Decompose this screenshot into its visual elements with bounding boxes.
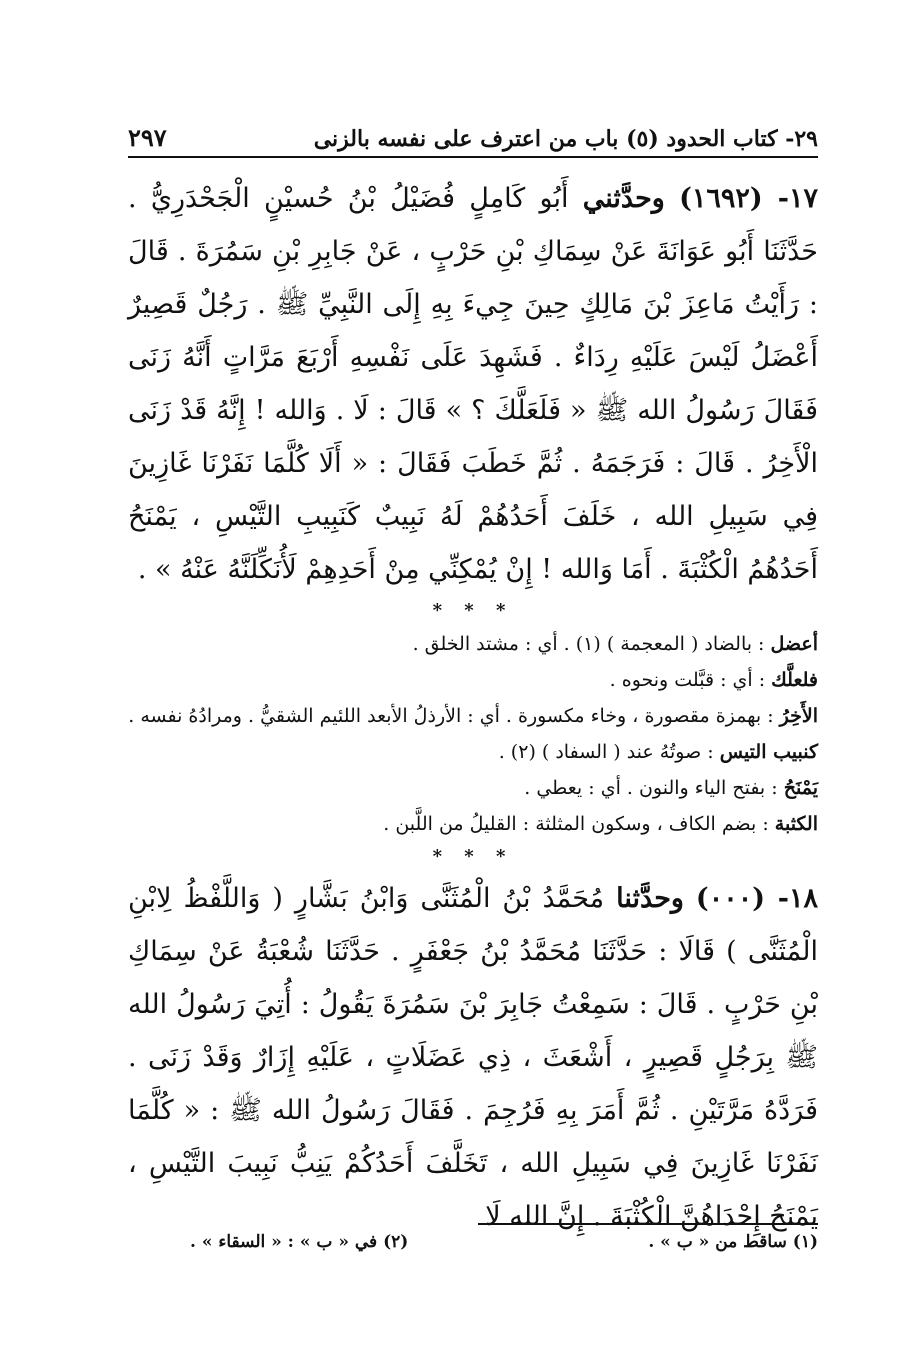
footnote-divider	[478, 1223, 818, 1225]
footnote-2: (٢) في « ب » : « السقاء » .	[190, 1232, 409, 1252]
hadith-text: مُحَمَّدُ بْنُ الْمُثَنَّى وَابْنُ بَشَّارٍ ( وَاللَّفْظُ لِابْنِ الْمُثَنَّى ) قَالَا : حَدَّثَنَا مُحَمَّدُ بْنُ جَعْفَرٍ . حَدَّثَنَا شُعْبَةُ عَنْ سِمَاكِ بْنِ حَرْبٍ . قَالَ : سَمِعْتُ جَابِرَ بْنَ سَمُرَةَ يَقُولُ : أُتِيَ رَسُولُ الله ﷺ بِرَجُلٍ قَصِيرٍ ، أَشْعَثَ ، ذِي عَضَلَاتٍ ، عَلَيْهِ إِزَارٌ وَقَدْ زَنَى . فَرَدَّهُ مَرَّتَيْنِ . ثُمَّ أَمَرَ بِهِ فَرُجِمَ . فَقَالَ رَسُولُ الله ﷺ : « كُلَّمَا نَفَرْنَا غَازِينَ فِي سَبِيلِ الله ، تَخَلَّفَ أَحَدُكُمْ يَنِبُّ نَبِيبَ التَّيْسِ ، يَمْنَحُ إِحْدَاهُنَّ الْكُثْبَةَ . إِنَّ الله لَا	[128, 883, 818, 1232]
gloss-term: الأَخِرُ	[779, 705, 818, 727]
page-number: ٢٩٧	[128, 123, 167, 152]
gloss-item	[128, 626, 818, 662]
gloss-term: أعضل	[770, 633, 818, 655]
gloss-text: : بضم الكاف ، وسكون المثلثة : القليلُ من اللَّبن .	[383, 813, 769, 835]
footnote-1: (١) ساقط من « ب » .	[648, 1232, 818, 1252]
gloss-text: : بهمزة مقصورة ، وخاء مكسورة . أي : الأرذلُ الأبعد اللئيم الشقيُّ . ومرادُهُ نفسه .	[128, 705, 774, 727]
gloss-text: : صوتُهُ عند ( السفاد ) (٢) .	[498, 741, 714, 763]
hadith-opening: وحدَّثنا	[616, 883, 684, 914]
gloss-text: : بالضاد ( المعجمة ) (١) . أي : مشتد الخلق .	[412, 633, 765, 655]
running-title: ٢٩- كتاب الحدود (٥) باب من اعترف على نفسه بالزنى	[313, 126, 818, 152]
gloss-item	[128, 662, 818, 698]
hadith-text: أَبُو كَامِلٍ فُضَيْلُ بْنُ حُسيْنٍ الْجَحْدَرِيُّ . حَدَّثَنَا أَبُو عَوَانَةَ عَنْ سِمَاكِ بْنِ حَرْبٍ ، عَنْ جَابِرِ بْنِ سَمُرَةَ . قَالَ : رَأَيْتُ مَاعِزَ بْنَ مَالِكٍ حِينَ جِيءَ بِهِ إِلَى النَّبِيِّ ﷺ . رَجُلٌ قَصِيرٌ أَعْضَلُ لَيْسَ عَلَيْهِ رِدَاءٌ . فَشَهِدَ عَلَى نَفْسِهِ أَرْبَعَ مَرَّاتٍ أَنَّهُ زَنَى فَقَالَ رَسُولُ الله ﷺ « فَلَعَلَّكَ ؟ » قَالَ : لَا . وَالله ! إِنَّهُ قَدْ زَنَى الْأَخِرُ . قَالَ : فَرَجَمَهُ . ثُمَّ خَطَبَ فَقَالَ : « أَلَا كُلَّمَا نَفَرْنَا غَازِينَ فِي سَبِيلِ الله ، خَلَفَ أَحَدُهُمْ لَهُ نَبِيبٌ كَنَبِيبِ التَّيْسِ ، يَمْنَحُ أَحَدُهُمُ الْكُثْبَةَ . أَمَا وَالله ! إِنْ يُمْكِنِّي مِنْ أَحَدِهِمْ لَأُنَكِّلَنَّهُ عَنْهُ » .	[128, 183, 818, 585]
gloss-term: فلعلَّك	[771, 669, 818, 691]
hadith-number: ١٧- (١٦٩٢)	[679, 183, 818, 214]
gloss-item	[128, 806, 818, 842]
main-text	[128, 172, 818, 1243]
gloss-item	[128, 734, 818, 770]
hadith-number: ١٨- (٠٠٠)	[695, 883, 819, 914]
hadith-opening: وحدَّثني	[582, 183, 665, 214]
gloss-term: الكثبة	[774, 813, 818, 835]
section-separator: * * *	[432, 846, 514, 867]
page-header	[128, 112, 818, 158]
gloss-term: يَمْنَحُ	[783, 777, 818, 799]
gloss-item	[128, 770, 818, 806]
gloss-term: كنبيب التيس	[719, 741, 818, 763]
glossary	[128, 626, 818, 842]
gloss-item	[128, 698, 818, 734]
gloss-text: : بفتح الياء والنون . أي : يعطي .	[524, 777, 778, 799]
hadith-18	[128, 872, 818, 1243]
footnotes	[190, 1232, 818, 1252]
section-separator: * * *	[432, 600, 514, 621]
gloss-text: : أي : قبَّلت ونحوه .	[609, 669, 766, 691]
hadith-17	[128, 172, 818, 596]
